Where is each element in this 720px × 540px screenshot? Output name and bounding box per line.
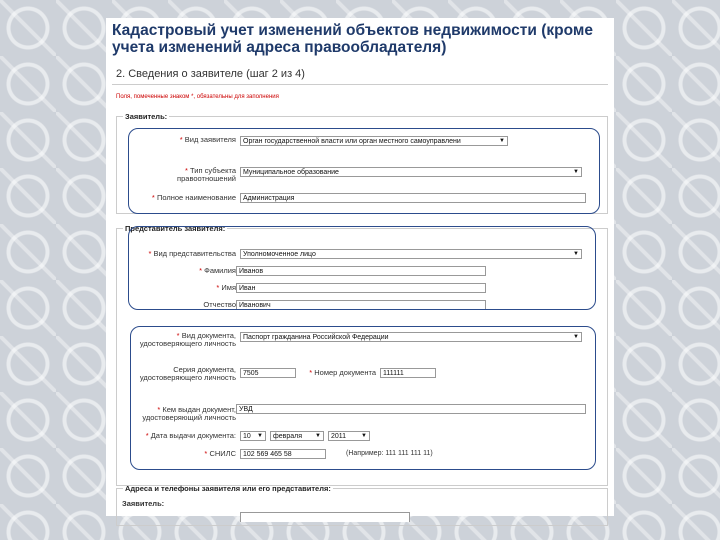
full-name-label: * Полное наименование bbox=[151, 193, 236, 202]
page-title: Кадастровый учет изменений объектов недвижимости (кроме учета изменений адреса правообладателя) bbox=[112, 22, 593, 56]
snils-label: * СНИЛС bbox=[204, 449, 236, 458]
chevron-down-icon: ▼ bbox=[499, 138, 505, 144]
doc-type-select[interactable]: Паспорт гражданина Российской Федерации ▼ bbox=[240, 332, 582, 342]
issue-date-label: * Дата выдачи документа: bbox=[145, 431, 236, 440]
subject-type-select[interactable]: Муниципальное образование ▼ bbox=[240, 167, 582, 177]
chevron-down-icon: ▼ bbox=[573, 251, 579, 257]
contacts-legend: Адреса и телефоны заявителя или его представителя: bbox=[125, 484, 331, 493]
issued-by-label: * Кем выдан документ, удостоверяющий личность bbox=[142, 405, 236, 422]
name-input[interactable]: Иван bbox=[236, 283, 486, 293]
patronymic-label: Отчество bbox=[203, 300, 236, 309]
representation-kind-select[interactable]: Уполномоченное лицо ▼ bbox=[240, 249, 582, 259]
name-label: * Имя bbox=[216, 283, 236, 292]
full-name-input[interactable]: Администрация bbox=[240, 193, 586, 203]
representative-legend: Представитель заявителя: bbox=[125, 224, 226, 233]
issue-month-select[interactable]: февраля ▼ bbox=[270, 431, 324, 441]
doc-number-input[interactable]: 111111 bbox=[380, 368, 436, 378]
surname-input[interactable]: Иванов bbox=[236, 266, 486, 276]
chevron-down-icon: ▼ bbox=[573, 334, 579, 340]
representation-kind-label: * Вид представительства bbox=[148, 249, 236, 258]
patronymic-input[interactable]: Иванович bbox=[236, 300, 486, 310]
doc-number-label: * Номер документа bbox=[309, 368, 376, 377]
issued-by-input[interactable]: УВД bbox=[236, 404, 586, 414]
highlight-document bbox=[130, 326, 596, 470]
contacts-first-input[interactable] bbox=[240, 512, 410, 522]
contacts-sub-legend: Заявитель: bbox=[122, 499, 165, 508]
doc-type-label: * Вид документа, удостоверяющего личность bbox=[139, 331, 236, 348]
doc-series-label: Серия документа, удостоверяющего личность bbox=[139, 365, 236, 382]
snils-input[interactable]: 102 569 465 58 bbox=[240, 449, 326, 459]
applicant-kind-label: * Вид заявителя bbox=[179, 135, 236, 144]
subject-type-label: * Тип субъекта правоотношений bbox=[177, 166, 236, 183]
step-heading: 2. Сведения о заявителе (шаг 2 из 4) bbox=[116, 68, 305, 80]
highlight-applicant bbox=[128, 128, 600, 214]
required-note: Поля, помеченные знаком *, обязательны для заполнения bbox=[116, 94, 279, 100]
highlight-representative bbox=[128, 226, 596, 310]
chevron-down-icon: ▼ bbox=[573, 169, 579, 175]
applicant-legend: Заявитель: bbox=[125, 112, 168, 121]
chevron-down-icon: ▼ bbox=[361, 433, 367, 439]
chevron-down-icon: ▼ bbox=[257, 433, 263, 439]
applicant-kind-select[interactable]: Орган государственной власти или орган местного самоуправлени ▼ bbox=[240, 136, 508, 146]
issue-day-select[interactable]: 10 ▼ bbox=[240, 431, 266, 441]
issue-year-select[interactable]: 2011 ▼ bbox=[328, 431, 370, 441]
chevron-down-icon: ▼ bbox=[315, 433, 321, 439]
snils-hint: (Например: 111 111 111 11) bbox=[346, 450, 433, 457]
doc-series-input[interactable]: 7505 bbox=[240, 368, 296, 378]
surname-label: * Фамилия bbox=[199, 266, 236, 275]
divider bbox=[112, 84, 608, 85]
